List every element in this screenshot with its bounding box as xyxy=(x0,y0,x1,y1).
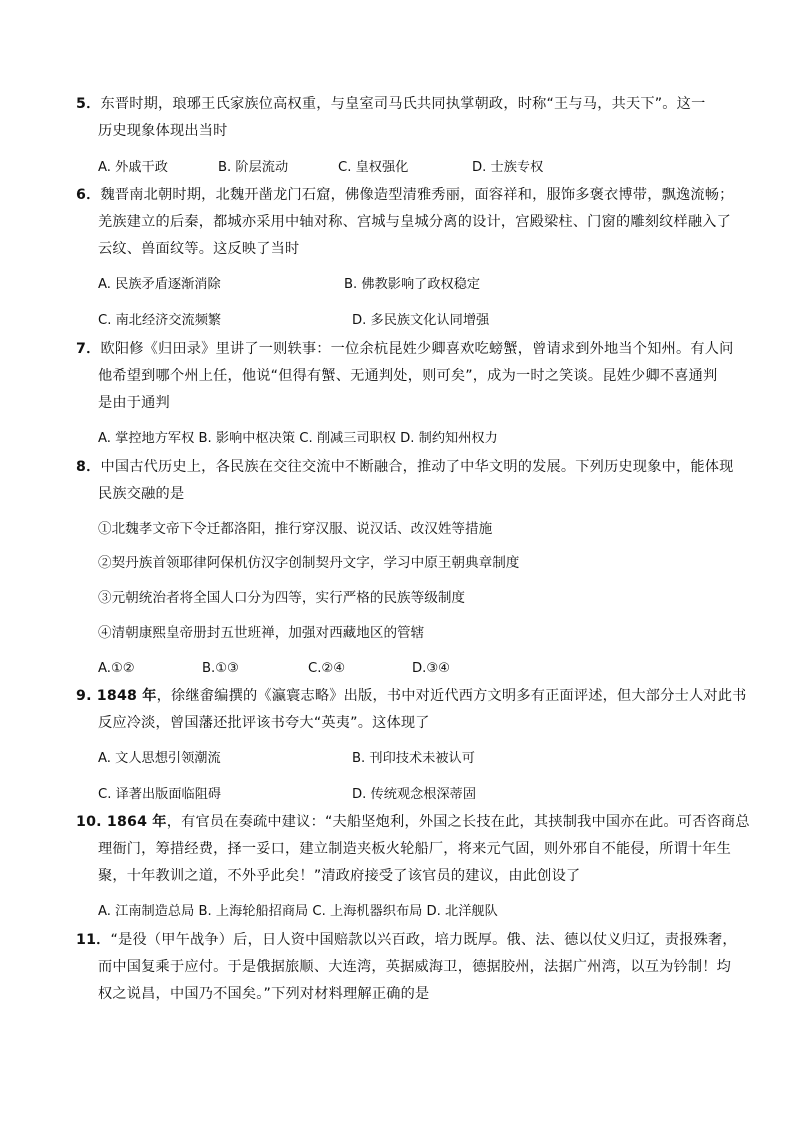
question-text: 理衙门，筹措经费，择一妥口，建立制造夹板火轮船厂，将来元气固，则外邪自不能侵，所谓十年生 xyxy=(98,841,732,857)
statement-2: ②契丹族首领耶律阿保机仿汉字创制契丹文字，学习中原王朝典章制度 xyxy=(98,555,520,571)
question-number: 5． xyxy=(76,96,101,112)
option-a[interactable]: A. 民族矛盾逐渐消除 xyxy=(98,277,221,292)
question-number: 6． xyxy=(76,187,101,203)
question-text: 他希望到哪个州上任，他说“但得有蟹、无通判处，则可矣”，成为一时之笑谈。昆姓少卿不喜通判 xyxy=(98,368,718,384)
option-a[interactable]: A.①② xyxy=(98,661,135,676)
question-number: 9. 1848 年 xyxy=(76,688,157,704)
question-number: 11． xyxy=(76,932,111,948)
question-5 xyxy=(76,91,716,145)
option-a[interactable]: A. 外戚干政 xyxy=(98,160,168,175)
question-11 xyxy=(76,927,737,1008)
options-q7[interactable]: A. 掌控地方军权 B. 影响中枢决策 C. 削减三司职权 D. 制约知州权力 xyxy=(98,431,498,446)
question-text: 东晋时期，琅琊王氏家族位高权重，与皇室司马氏共同执掌朝政，时称“王与马，共天下”。这一 xyxy=(100,96,706,112)
question-number: 8． xyxy=(76,459,101,475)
option-b[interactable]: B. 刊印技术未被认可 xyxy=(352,751,475,766)
option-c[interactable]: C.②④ xyxy=(308,661,346,676)
option-b[interactable]: B. 阶层流动 xyxy=(218,160,289,175)
option-a[interactable]: A. 文人思想引领潮流 xyxy=(98,751,221,766)
question-text: “是役（甲午战争）后，日人资中国赔款以兴百政，培力既厚。俄、法、德以仗义归辽，责报殊奢， xyxy=(110,932,737,948)
option-d[interactable]: D.③④ xyxy=(412,661,450,676)
question-text: 历史现象体现出当时 xyxy=(98,123,228,139)
question-text: 而中国复乘于应付。于是俄据旅顺、大连湾，英据威海卫，德据胶州，法据广州湾，以互为钤制！均 xyxy=(98,959,732,975)
question-text: ，有官员在奏疏中建议：“夫船坚炮利，外国之长技在此，其挟制我中国亦在此。可否咨商总 xyxy=(166,814,750,830)
option-c[interactable]: C. 皇权强化 xyxy=(338,160,409,175)
question-number: 7． xyxy=(76,341,101,357)
option-c[interactable]: C. 南北经济交流频繁 xyxy=(98,313,222,328)
statement-3: ③元朝统治者将全国人口分为四等，实行严格的民族等级制度 xyxy=(98,590,466,606)
question-text: 权之说昌，中国乃不国矣。”下列对材料理解正确的是 xyxy=(98,986,430,1002)
statement-1: ①北魏孝文帝下令迁都洛阳，推行穿汉服、说汉话、改汉姓等措施 xyxy=(98,521,493,537)
option-d[interactable]: D. 多民族文化认同增强 xyxy=(352,313,490,328)
option-d[interactable]: D. 传统观念根深蒂固 xyxy=(352,787,477,802)
question-text: 魏晋南北朝时期，北魏开凿龙门石窟，佛像造型清雅秀丽，面容祥和，服饰多褒衣博带，飘逸流畅； xyxy=(100,187,734,203)
question-7 xyxy=(76,336,734,417)
question-10 xyxy=(76,809,750,890)
option-b[interactable]: B. 佛教影响了政权稳定 xyxy=(344,277,481,292)
question-text: 聚，十年教训之道，不外乎此矣！”清政府接受了该官员的建议，由此创设了 xyxy=(98,868,581,884)
question-text: 中国古代历史上，各民族在交往交流中不断融合，推动了中华文明的发展。下列历史现象中，能体现 xyxy=(100,459,734,475)
question-9 xyxy=(76,683,747,737)
question-text: 羌族建立的后秦，都城亦采用中轴对称、宫城与皇城分离的设计，宫殿梁柱、门窗的雕刻纹样融入了 xyxy=(98,214,732,230)
options-q10[interactable]: A. 江南制造总局 B. 上海轮船招商局 C. 上海机器织布局 D. 北洋舰队 xyxy=(98,904,498,919)
option-b[interactable]: B.①③ xyxy=(202,661,239,676)
question-text: 反应冷淡，曾国藩还批评该书夸大“英夷”。这体现了 xyxy=(98,715,430,731)
question-6 xyxy=(76,182,734,263)
option-c[interactable]: C. 译著出版面临阻碍 xyxy=(98,787,222,802)
question-text: 是由于通判 xyxy=(98,395,170,411)
statement-4: ④清朝康熙皇帝册封五世班禅，加强对西藏地区的管辖 xyxy=(98,625,425,641)
question-text: ，徐继畬编撰的《瀛寰志略》出版，书中对近代西方文明多有正面评述，但大部分士人对此书 xyxy=(156,688,747,704)
question-8 xyxy=(76,454,734,508)
question-text: 民族交融的是 xyxy=(98,486,185,502)
question-text: 云纹、兽面纹等。这反映了当时 xyxy=(98,241,300,257)
question-number: 10. 1864 年 xyxy=(76,814,167,830)
option-d[interactable]: D. 士族专权 xyxy=(472,160,544,175)
question-text: 欧阳修《归田录》里讲了一则轶事：一位余杭昆姓少卿喜欢吃螃蟹，曾请求到外地当个知州。有人问 xyxy=(100,341,734,357)
